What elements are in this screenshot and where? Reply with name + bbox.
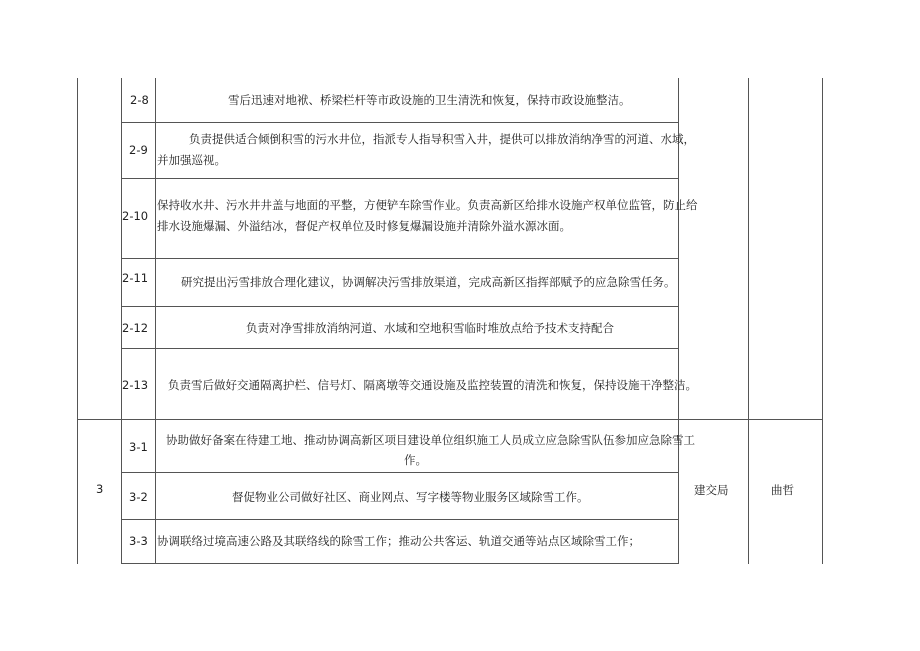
table-border-bottom [121, 563, 678, 564]
table-divider-dept [678, 78, 679, 564]
row-content-line1: 负责提供适合倾倒积雪的污水井位，指派专人指导积雪入井，提供可以排放消纳净雪的河道、水域， [189, 132, 695, 146]
responsible-person: 曲哲 [771, 483, 794, 497]
row-content: 负责对净雪排放消纳河道、水域和空地积雪临时堆放点给予技术支持配合 [246, 321, 614, 335]
row-content-line1: 保持收水井、污水井井盖与地面的平整，方便铲车除雪作业。负责高新区给排水设施产权单位监管，防止给 [157, 198, 698, 212]
table-border-right [822, 78, 823, 564]
row-content: 督促物业公司做好社区、商业网点、写字楼等物业服务区域除雪工作。 [232, 490, 589, 504]
group-divider [77, 419, 822, 420]
row-id: 2-12 [122, 321, 149, 335]
table-border-left [77, 78, 78, 564]
table-divider-content [155, 78, 156, 564]
row-content: 负责雪后做好交通隔离护栏、信号灯、隔离墩等交通设施及监控装置的清洗和恢复，保持设施干净整洁。 [168, 378, 697, 392]
row-id: 2-9 [129, 143, 148, 157]
row-divider [121, 472, 678, 473]
row-content-line2: 排水设施爆漏、外溢结冰，督促产权单位及时修复爆漏设施并清除外溢水源冰面。 [157, 219, 571, 233]
group-number: 3 [96, 482, 104, 496]
row-divider [121, 178, 678, 179]
row-content-line1: 协助做好备案在待建工地、推动协调高新区项目建设单位组织施工人员成立应急除雪队伍参加应急除雪工 [166, 433, 695, 447]
row-id: 2-11 [122, 271, 149, 285]
row-content-line2: 并加强巡视。 [157, 153, 226, 167]
row-id: 2-8 [130, 93, 149, 107]
department: 建交局 [694, 483, 729, 497]
table-divider-person [748, 78, 749, 564]
row-content: 协调联络过境高速公路及其联络线的除雪工作；推动公共客运、轨道交通等站点区域除雪工作； [157, 534, 640, 548]
row-id: 2-10 [122, 209, 149, 223]
row-content: 雪后迅速对地袱、桥梁栏杆等市政设施的卫生清洗和恢复，保持市政设施整洁。 [228, 93, 631, 107]
row-id: 3-3 [129, 534, 148, 548]
row-divider [121, 519, 678, 520]
row-id: 2-13 [122, 378, 149, 392]
row-divider [121, 258, 678, 259]
row-divider [121, 348, 678, 349]
row-content-line2: 作。 [404, 453, 427, 467]
row-divider [121, 306, 678, 307]
row-divider [121, 122, 678, 123]
row-content: 研究提出污雪排放合理化建议，协调解决污雪排放渠道，完成高新区指挥部赋予的应急除雪任务。 [181, 275, 676, 289]
row-id: 3-1 [129, 440, 148, 454]
row-id: 3-2 [129, 490, 148, 504]
